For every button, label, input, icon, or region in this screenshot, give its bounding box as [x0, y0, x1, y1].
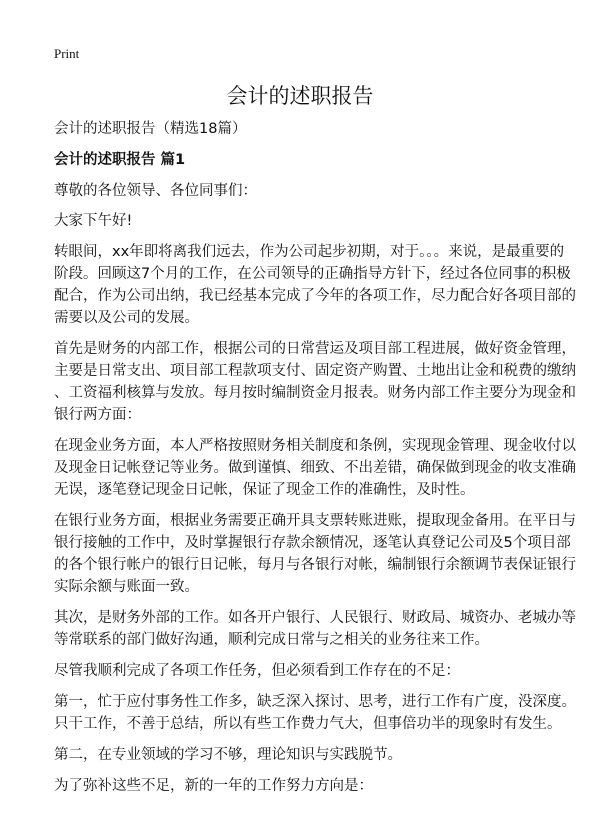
paragraph: [54, 775, 554, 797]
paragraph-line: 第二，在专业领域的学习不够，理论知识与实践脱节。: [54, 747, 402, 763]
paragraph-line: 在现金业务方面，本人严格按照财务相关制度和条例，实现现金管理、现金收付以: [54, 438, 576, 454]
paragraph: [54, 510, 576, 598]
paragraph-line: 无误，逐笔登记现金日记帐，保证了现金工作的准确性，及时性。: [54, 482, 475, 498]
section-heading: 会计的述职报告 篇1: [54, 152, 186, 168]
salutation: 大家下午好!: [54, 213, 133, 229]
paragraph-line: 需要以及公司的发展。: [54, 310, 199, 326]
paragraph-line: 第一，忙于应付事务性工作多，缺乏深入探讨、思考，进行工作有广度，没深度。: [54, 694, 576, 710]
paragraph: [54, 660, 554, 682]
paragraph-line: 转眼间，xx年即将离我们远去，作为公司起步初期，对于。。。来说，是最重要的: [54, 244, 565, 260]
paragraph-line: 只干工作，不善于总结，所以有些工作费力气大，但事倍功半的现象时有发生。: [54, 716, 562, 732]
paragraph: [54, 607, 576, 651]
paragraph-line: 、工资福利核算与发放。每月按时编制资金月报表。财务内部工作主要分为现金和: [54, 385, 576, 401]
paragraph-line: 银行两方面：: [54, 407, 141, 423]
paragraph-line: 其次，是财务外部的工作。如各开户银行、人民银行、财政局、城资办、老城办等: [54, 610, 576, 626]
paragraph-line: 实际余额与账面一致。: [54, 579, 199, 595]
paragraph-line: 首先是财务的内部工作，根据公司的日常营运及项目部工程进展，做好资金管理，: [54, 341, 576, 357]
paragraph-line: 主要是日常支出、项目部工程款项支付、固定资产购置、土地出让金和税费的缴纳: [54, 363, 576, 379]
paragraph: [54, 241, 576, 329]
paragraph-line: 在银行业务方面，根据业务需要正确开具支票转账进账，提取现金备用。在平日与: [54, 513, 576, 529]
paragraph-line: 为了弥补这些不足，新的一年的工作努力方向是：: [54, 778, 373, 794]
paragraph: [54, 691, 576, 735]
paragraph: [54, 338, 576, 426]
paragraph-line: 的各个银行帐户的银行日记帐，每月与各银行对帐，编制银行余额调节表保证银行: [54, 557, 576, 573]
paragraph-line: 阶段。回顾这7个月的工作，在公司领导的正确指导方针下，经过各位同事的积极: [54, 266, 571, 282]
paragraph: [54, 744, 554, 766]
print-link[interactable]: Print: [54, 46, 80, 61]
paragraphs: [54, 241, 576, 797]
page-title: 会计的述职报告: [226, 84, 374, 108]
greeting: 尊敬的各位领导、各位同事们：: [54, 183, 257, 199]
paragraph: [54, 435, 576, 501]
paragraph-line: 尽管我顺利完成了各项工作任务，但必须看到工作存在的不足：: [54, 663, 460, 679]
document-body: [54, 118, 576, 806]
paragraph-line: 等常联系的部门做好沟通，顺利完成日常与之相关的业务往来工作。: [54, 632, 489, 648]
subtitle: 会计的述职报告（精选18篇）: [54, 121, 247, 137]
paragraph-line: 银行接触的工作中，及时掌握银行存款余额情况，逐笔认真登记公司及5个项目部: [54, 535, 571, 551]
paragraph-line: 及现金日记帐登记等业务。做到谨慎、细致、不出差错，确保做到现金的收支准确: [54, 460, 576, 476]
paragraph-line: 配合，作为公司出纳，我已经基本完成了今年的各项工作，尽力配合好各项目部的: [54, 288, 576, 304]
